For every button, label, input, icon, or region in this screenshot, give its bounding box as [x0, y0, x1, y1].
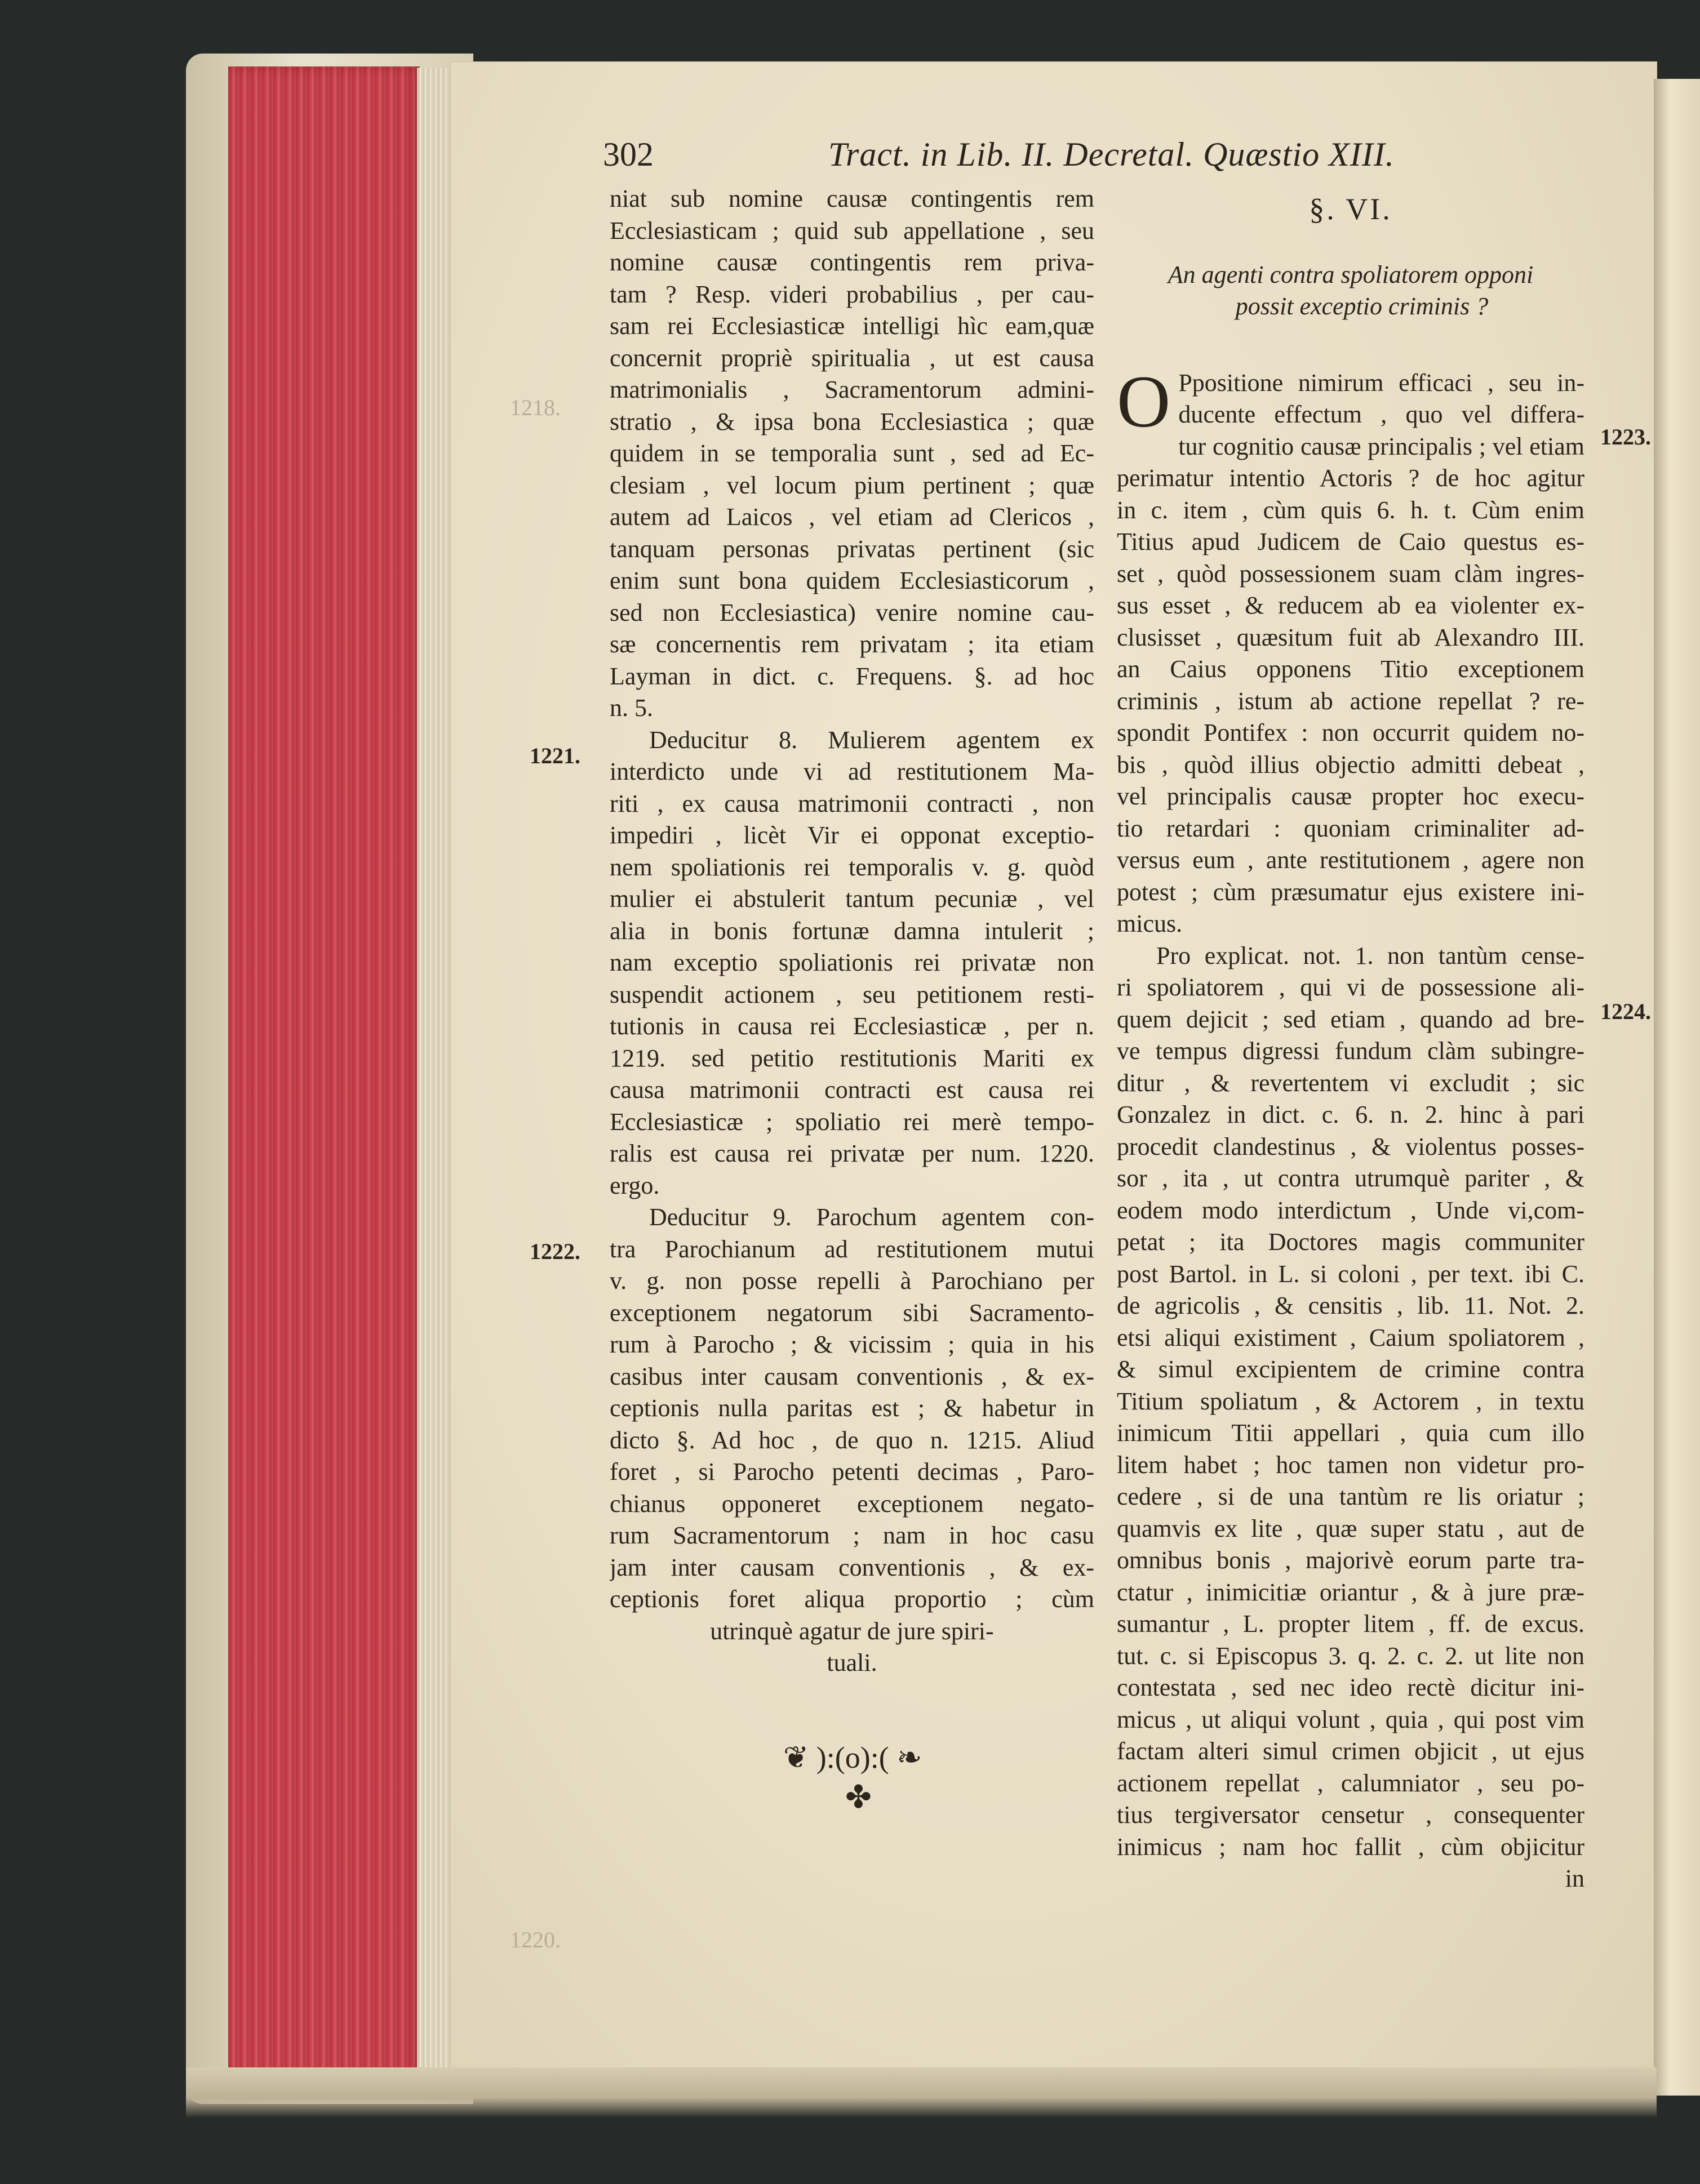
text-line: mulier ei abstulerit tantum pecuniæ , vel	[610, 885, 1094, 913]
text-line: rum à Parocho ; & vicissim ; quia in his	[610, 1331, 1094, 1358]
bleed-through-number: 1218.	[510, 395, 561, 420]
left-column	[610, 183, 1094, 1679]
next-page-edge	[1654, 79, 1700, 2096]
text-line: & simul excipientem de crimine contra	[1117, 1355, 1584, 1383]
text-line: tanquam personas privatas pertinent (sic	[610, 535, 1094, 563]
text-line: perimatur intentio Actoris ? de hoc agitur	[1117, 464, 1584, 492]
fleuron-bottom-icon: ✤	[845, 1780, 872, 1815]
text-line: tius tergiversator censetur , consequenter	[1117, 1801, 1584, 1829]
text-line: jam inter causam conventionis , & ex-	[610, 1553, 1094, 1581]
catchword: in	[1565, 1865, 1584, 1892]
text-line: Deducitur 8. Mulierem agentem ex	[649, 726, 1094, 754]
text-line: versus eum , ante restitutionem , agere non	[1117, 846, 1584, 874]
text-line: litem habet ; hoc tamen non videtur pro-	[1117, 1451, 1584, 1479]
text-line: ducente effectum , quo vel differa-	[1178, 401, 1584, 428]
margin-number-1221: 1221.	[530, 743, 580, 768]
running-head	[603, 135, 1628, 186]
text-line: de agricolis , & censitis , lib. 11. Not. 2.	[1117, 1292, 1584, 1319]
text-line: riti , ex causa matrimonii contracti , non	[610, 789, 1094, 817]
text-line: casibus inter causam conventionis , & ex-	[610, 1362, 1094, 1390]
text-line: ditur , & revertentem vi excludit ; sic	[1117, 1069, 1584, 1097]
text-line: sor , ita , ut contra utrumquè pariter , &	[1117, 1164, 1584, 1192]
text-line: Ecclesiasticam ; quid sub appellatione , seu	[610, 216, 1094, 244]
drop-cap: O	[1117, 359, 1171, 443]
text-line: contestata , sed nec ideo rectè dicitur ini-	[1117, 1674, 1584, 1701]
text-line: micus , ut aliqui volunt , quia , qui post vim	[1117, 1705, 1584, 1733]
margin-number-1224: 1224.	[1600, 999, 1651, 1024]
text-line: quem dejicit ; sed etiam , quando ad bre-	[1117, 1005, 1584, 1033]
text-line: Gonzalez in dict. c. 6. n. 2. hinc à pari	[1117, 1101, 1584, 1128]
margin-number-1223: 1223.	[1600, 424, 1651, 450]
text-line: tuali.	[827, 1649, 877, 1676]
text-line: procedit clandestinus , & violentus posses-	[1117, 1132, 1584, 1160]
text-line: Ecclesiasticæ ; spoliatio rei merè tempo-	[610, 1107, 1094, 1136]
page-bottom-shadow	[186, 2067, 1657, 2118]
text-line: spondit Pontifex : non occurrit quidem no-	[1117, 719, 1584, 746]
text-line: tutionis in causa rei Ecclesiasticæ , per n.	[610, 1012, 1094, 1040]
ornament-row	[783, 1740, 922, 1775]
text-line: nem spoliationis rei temporalis v. g. quòd	[610, 853, 1094, 881]
section-title-line: possit exceptio criminis ?	[1235, 292, 1489, 320]
text-line: ri spoliatorem , qui vi de possessione ali-	[1117, 973, 1584, 1001]
text-line: tut. c. si Episcopus 3. q. 2. c. 2. ut lite non	[1117, 1642, 1584, 1670]
text-line: niat sub nomine causæ contingentis rem	[610, 185, 1094, 212]
text-line: sæ concernentis rem privatam ; ita etiam	[610, 630, 1094, 658]
text-line: criminis , istum ab actione repellat ? re-	[1117, 687, 1584, 715]
right-paragraph-1	[1117, 359, 1584, 940]
text-line: matrimonialis , Sacramentorum admini-	[610, 376, 1094, 403]
text-line: micus.	[1117, 910, 1183, 937]
text-line: utrinquè agatur de jure spiri-	[710, 1617, 994, 1645]
text-line: tur cognitio causæ principalis ; vel etiam	[1178, 432, 1584, 460]
text-line: nomine causæ contingentis rem priva-	[610, 248, 1094, 276]
left-paragraph-2	[610, 724, 1094, 1202]
text-line: stratio , & ipsa bona Ecclesiastica ; quæ	[610, 407, 1094, 435]
text-line: exceptionem negatorum sibi Sacramento-	[610, 1298, 1094, 1327]
text-line: sam rei Ecclesiasticæ intelligi hìc eam,quæ	[610, 312, 1094, 340]
text-line: post Bartol. in L. si coloni , per text. ibi C.	[1117, 1260, 1584, 1288]
red-page-edges	[228, 66, 420, 2089]
text-line: etsi aliqui existiment , Caium spoliatorem ,	[1117, 1323, 1584, 1351]
text-line: tra Parochianum ad restitutionem mutui	[610, 1235, 1094, 1263]
text-line: tam ? Resp. videri probabilius , per cau-	[610, 280, 1094, 308]
text-line: quamvis ex lite , quæ super statu , aut de	[1117, 1514, 1584, 1542]
text-line: chianus opponeret exceptionem negato-	[610, 1489, 1094, 1518]
ornament-text: ):(o):(	[816, 1741, 889, 1774]
text-line: tio retardari : quoniam criminaliter ad-	[1117, 814, 1584, 842]
text-line: causa matrimonii contracti est causa rei	[610, 1076, 1094, 1104]
margin-number-1222: 1222.	[530, 1239, 580, 1264]
text-line: foret , si Parocho petenti decimas , Paro-	[610, 1458, 1094, 1485]
text-line: Titium spoliatum , & Actorem , in textu	[1117, 1387, 1584, 1415]
text-line: factam alteri simul crimen objicit , ut ejus	[1117, 1737, 1584, 1765]
text-line: quidem in se temporalia sunt , sed ad Ec-	[610, 439, 1094, 467]
right-column	[1117, 183, 1584, 1895]
section-title	[1117, 259, 1584, 322]
text-line: Pro explicat. not. 1. non tantùm cense-	[1156, 941, 1584, 969]
section-title-line: An agenti contra spoliatorem opponi	[1168, 260, 1534, 288]
text-line: Ppositione nimirum efficaci , seu in-	[1178, 368, 1584, 397]
running-title: Tract. in Lib. II. Decretal. Quæstio XIII.	[828, 136, 1395, 173]
text-line: sed non Ecclesiastica) venire nomine cau-	[610, 598, 1094, 626]
text-line: petat ; ita Doctores magis communiter	[1117, 1228, 1584, 1256]
text-line: ceptionis nulla paritas est ; & habetur in	[610, 1394, 1094, 1422]
text-line: inimicum Titii appellari , quia cum illo	[1117, 1419, 1584, 1447]
page-number: 302	[603, 136, 654, 173]
text-line: in c. item , cùm quis 6. h. t. Cùm enim	[1117, 496, 1584, 524]
text-line: v. g. non posse repelli à Parochiano per	[610, 1267, 1094, 1295]
right-paragraph-2	[1117, 940, 1584, 1863]
text-line: Layman in dict. c. Frequens. §. ad hoc	[610, 662, 1094, 690]
section-heading: §. VI.	[1309, 192, 1392, 226]
text-line: vel principalis causæ propter hoc execu-	[1117, 782, 1584, 810]
text-line: n. 5.	[610, 694, 653, 722]
text-line: actionem repellat , calumniator , seu po-	[1117, 1769, 1584, 1797]
text-line: impediri , licèt Vir ei opponat exceptio-	[610, 821, 1094, 849]
fleuron-left-icon: ❦	[783, 1741, 809, 1774]
text-line: set , quòd possessionem suam clàm ingres-	[1117, 559, 1584, 588]
text-line: nam exceptio spoliationis rei privatæ non	[610, 949, 1094, 976]
text-line: Deducitur 9. Parochum agentem con-	[649, 1203, 1094, 1231]
text-line: ralis est causa rei privatæ per num. 1220.	[610, 1140, 1094, 1167]
text-line: autem ad Laicos , vel etiam ad Clericos ,	[610, 503, 1094, 531]
text-line: rum Sacramentorum ; nam in hoc casu	[610, 1522, 1094, 1549]
text-line: alia in bonis fortunæ damna intulerit ;	[610, 917, 1094, 945]
left-paragraph-1	[610, 183, 1094, 724]
text-line: suspendit actionem , seu petitionem resti-	[610, 980, 1094, 1008]
text-line: concernit propriè spiritualia , ut est causa	[610, 344, 1094, 372]
text-line: ergo.	[610, 1171, 660, 1199]
text-line: enim sunt bona quidem Ecclesiasticorum ,	[610, 567, 1094, 594]
text-line: inimicus ; nam hoc fallit , cùm objicitur	[1117, 1832, 1584, 1861]
text-line: ctatur , inimicitiæ oriantur , & à jure præ-	[1117, 1578, 1584, 1606]
text-line: potest ; cùm præsumatur ejus existere ini-	[1117, 878, 1584, 906]
text-line: sus esset , & reducem ab ea violenter ex-	[1117, 591, 1584, 619]
text-line: interdicto unde vi ad restitutionem Ma-	[610, 758, 1094, 785]
text-line: eodem modo interdictum , Unde vi,com-	[1117, 1196, 1584, 1224]
text-line: dicto §. Ad hoc , de quo n. 1215. Aliud	[610, 1426, 1094, 1454]
text-line: omnibus bonis , majorivè eorum parte tra-	[1117, 1546, 1584, 1574]
bleed-through-number: 1220.	[510, 1927, 561, 1952]
text-line: cedere , si de una tantùm re lis oriatur ;	[1117, 1483, 1584, 1510]
text-line: an Caius opponens Titio exceptionem	[1117, 655, 1584, 683]
text-line: sumantur , L. propter litem , ff. de excus.	[1117, 1610, 1584, 1638]
text-line: ceptionis foret aliqua proportio ; cùm	[610, 1585, 1094, 1613]
text-line: bis , quòd illius objectio admitti debeat ,	[1117, 750, 1584, 779]
text-line: clusisset , quæsitum fuit ab Alexandro III.	[1117, 623, 1584, 651]
text-line: ve tempus digressi fundum clàm subingre-	[1117, 1037, 1584, 1065]
fleuron-right-icon: ❧	[896, 1741, 922, 1774]
text-line: clesiam , vel locum pium pertinent ; quæ	[610, 471, 1094, 499]
text-line: Titius apud Judicem de Caio questus es-	[1117, 528, 1584, 555]
text-line: 1219. sed petitio restitutionis Mariti ex	[610, 1044, 1094, 1072]
left-paragraph-3	[610, 1202, 1094, 1679]
